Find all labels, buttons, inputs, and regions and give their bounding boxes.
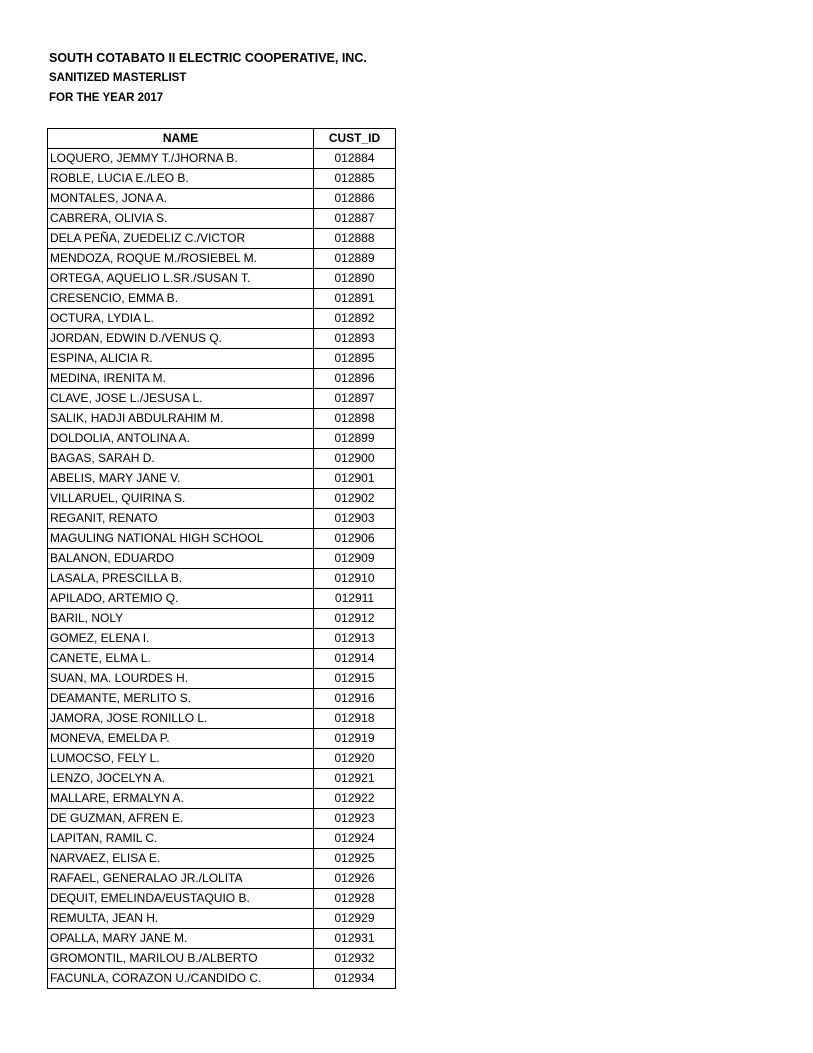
customer-id-cell: 012901 [314, 469, 396, 489]
table-row [48, 189, 396, 209]
table-row [48, 549, 396, 569]
customer-id-cell: 012921 [314, 769, 396, 789]
table-row [48, 449, 396, 469]
customer-id-cell: 012890 [314, 269, 396, 289]
table-row [48, 369, 396, 389]
customer-id-cell: 012911 [314, 589, 396, 609]
customer-name-cell: JAMORA, JOSE RONILLO L. [48, 709, 314, 729]
customer-name-cell: LAPITAN, RAMIL C. [48, 829, 314, 849]
customer-id-cell: 012922 [314, 789, 396, 809]
customer-name-cell: CABRERA, OLIVIA S. [48, 209, 314, 229]
table-row [48, 689, 396, 709]
customer-name-cell: DEQUIT, EMELINDA/EUSTAQUIO B. [48, 889, 314, 909]
customer-name-cell: SALIK, HADJI ABDULRAHIM M. [48, 409, 314, 429]
customer-id-cell: 012923 [314, 809, 396, 829]
table-row [48, 209, 396, 229]
table-row [48, 409, 396, 429]
table-row [48, 909, 396, 929]
customer-id-cell: 012897 [314, 389, 396, 409]
masterlist-table [47, 128, 396, 989]
customer-name-cell: CRESENCIO, EMMA B. [48, 289, 314, 309]
customer-id-cell: 012884 [314, 149, 396, 169]
customer-name-cell: REMULTA, JEAN H. [48, 909, 314, 929]
customer-id-cell: 012934 [314, 969, 396, 989]
customer-id-cell: 012918 [314, 709, 396, 729]
customer-name-cell: DELA PEÑA, ZUEDELIZ C./VICTOR [48, 229, 314, 249]
customer-id-cell: 012889 [314, 249, 396, 269]
table-row [48, 489, 396, 509]
customer-name-cell: BAGAS, SARAH D. [48, 449, 314, 469]
customer-id-cell: 012914 [314, 649, 396, 669]
customer-id-cell: 012895 [314, 349, 396, 369]
customer-name-cell: LUMOCSO, FELY L. [48, 749, 314, 769]
customer-id-cell: 012893 [314, 329, 396, 349]
customer-id-cell: 012924 [314, 829, 396, 849]
table-row [48, 569, 396, 589]
customer-name-cell: RAFAEL, GENERALAO JR./LOLITA [48, 869, 314, 889]
customer-name-cell: CLAVE, JOSE L./JESUSA L. [48, 389, 314, 409]
table-row [48, 589, 396, 609]
customer-id-cell: 012913 [314, 629, 396, 649]
table-row [48, 389, 396, 409]
table-row [48, 709, 396, 729]
customer-name-cell: MAGULING NATIONAL HIGH SCHOOL [48, 529, 314, 549]
table-row [48, 949, 396, 969]
table-row [48, 969, 396, 989]
customer-id-cell: 012928 [314, 889, 396, 909]
customer-id-cell: 012902 [314, 489, 396, 509]
customer-name-cell: DEAMANTE, MERLITO S. [48, 689, 314, 709]
table-row [48, 869, 396, 889]
customer-name-cell: ESPINA, ALICIA R. [48, 349, 314, 369]
customer-id-cell: 012929 [314, 909, 396, 929]
table-row [48, 249, 396, 269]
customer-name-cell: GROMONTIL, MARILOU B./ALBERTO [48, 949, 314, 969]
table-row [48, 829, 396, 849]
customer-name-cell: ABELIS, MARY JANE V. [48, 469, 314, 489]
customer-name-cell: ROBLE, LUCIA E./LEO B. [48, 169, 314, 189]
document-subtitle: SANITIZED MASTERLIST [49, 72, 187, 84]
company-title: SOUTH COTABATO II ELECTRIC COOPERATIVE, INC. [49, 51, 367, 65]
customer-name-cell: SUAN, MA. LOURDES H. [48, 669, 314, 689]
customer-id-cell: 012898 [314, 409, 396, 429]
customer-name-cell: VILLARUEL, QUIRINA S. [48, 489, 314, 509]
customer-id-cell: 012931 [314, 929, 396, 949]
customer-id-cell: 012900 [314, 449, 396, 469]
document-year: FOR THE YEAR 2017 [49, 92, 164, 104]
table-row [48, 469, 396, 489]
customer-name-cell: GOMEZ, ELENA I. [48, 629, 314, 649]
table-row [48, 529, 396, 549]
table-row [48, 769, 396, 789]
customer-name-cell: REGANIT, RENATO [48, 509, 314, 529]
table-row [48, 669, 396, 689]
customer-id-cell: 012909 [314, 549, 396, 569]
column-header-name: NAME [48, 129, 314, 149]
customer-id-cell: 012888 [314, 229, 396, 249]
customer-id-cell: 012887 [314, 209, 396, 229]
customer-name-cell: MONEVA, EMELDA P. [48, 729, 314, 749]
customer-name-cell: LENZO, JOCELYN A. [48, 769, 314, 789]
customer-id-cell: 012915 [314, 669, 396, 689]
customer-name-cell: CANETE, ELMA L. [48, 649, 314, 669]
table-row [48, 269, 396, 289]
customer-id-cell: 012891 [314, 289, 396, 309]
table-row [48, 629, 396, 649]
customer-id-cell: 012932 [314, 949, 396, 969]
customer-id-cell: 012892 [314, 309, 396, 329]
customer-name-cell: DOLDOLIA, ANTOLINA A. [48, 429, 314, 449]
customer-name-cell: JORDAN, EDWIN D./VENUS Q. [48, 329, 314, 349]
table-row [48, 809, 396, 829]
customer-name-cell: MEDINA, IRENITA M. [48, 369, 314, 389]
customer-name-cell: LASALA, PRESCILLA B. [48, 569, 314, 589]
customer-id-cell: 012919 [314, 729, 396, 749]
table-header-row [48, 129, 396, 149]
customer-name-cell: LOQUERO, JEMMY T./JHORNA B. [48, 149, 314, 169]
customer-id-cell: 012899 [314, 429, 396, 449]
table-row [48, 289, 396, 309]
customer-name-cell: APILADO, ARTEMIO Q. [48, 589, 314, 609]
customer-name-cell: BARIL, NOLY [48, 609, 314, 629]
customer-id-cell: 012886 [314, 189, 396, 209]
table-row [48, 429, 396, 449]
customer-name-cell: MONTALES, JONA A. [48, 189, 314, 209]
table-row [48, 649, 396, 669]
table-row [48, 149, 396, 169]
customer-id-cell: 012925 [314, 849, 396, 869]
table-body [48, 149, 396, 989]
table-row [48, 349, 396, 369]
table-row [48, 929, 396, 949]
customer-id-cell: 012903 [314, 509, 396, 529]
table-row [48, 329, 396, 349]
customer-id-cell: 012906 [314, 529, 396, 549]
table-row [48, 889, 396, 909]
table-row [48, 169, 396, 189]
customer-id-cell: 012912 [314, 609, 396, 629]
table-row [48, 729, 396, 749]
customer-name-cell: ORTEGA, AQUELIO L.SR./SUSAN T. [48, 269, 314, 289]
column-header-cust-id: CUST_ID [314, 129, 396, 149]
customer-name-cell: FACUNLA, CORAZON U./CANDIDO C. [48, 969, 314, 989]
customer-id-cell: 012896 [314, 369, 396, 389]
customer-id-cell: 012920 [314, 749, 396, 769]
customer-name-cell: BALANON, EDUARDO [48, 549, 314, 569]
table-row [48, 309, 396, 329]
table-row [48, 609, 396, 629]
table-row [48, 849, 396, 869]
customer-id-cell: 012885 [314, 169, 396, 189]
customer-name-cell: NARVAEZ, ELISA E. [48, 849, 314, 869]
table-row [48, 229, 396, 249]
customer-name-cell: MALLARE, ERMALYN A. [48, 789, 314, 809]
customer-id-cell: 012910 [314, 569, 396, 589]
table-row [48, 789, 396, 809]
table-row [48, 509, 396, 529]
document-header [49, 48, 367, 108]
customer-name-cell: OCTURA, LYDIA L. [48, 309, 314, 329]
customer-name-cell: MENDOZA, ROQUE M./ROSIEBEL M. [48, 249, 314, 269]
customer-name-cell: DE GUZMAN, AFREN E. [48, 809, 314, 829]
customer-id-cell: 012926 [314, 869, 396, 889]
customer-name-cell: OPALLA, MARY JANE M. [48, 929, 314, 949]
customer-id-cell: 012916 [314, 689, 396, 709]
table-row [48, 749, 396, 769]
